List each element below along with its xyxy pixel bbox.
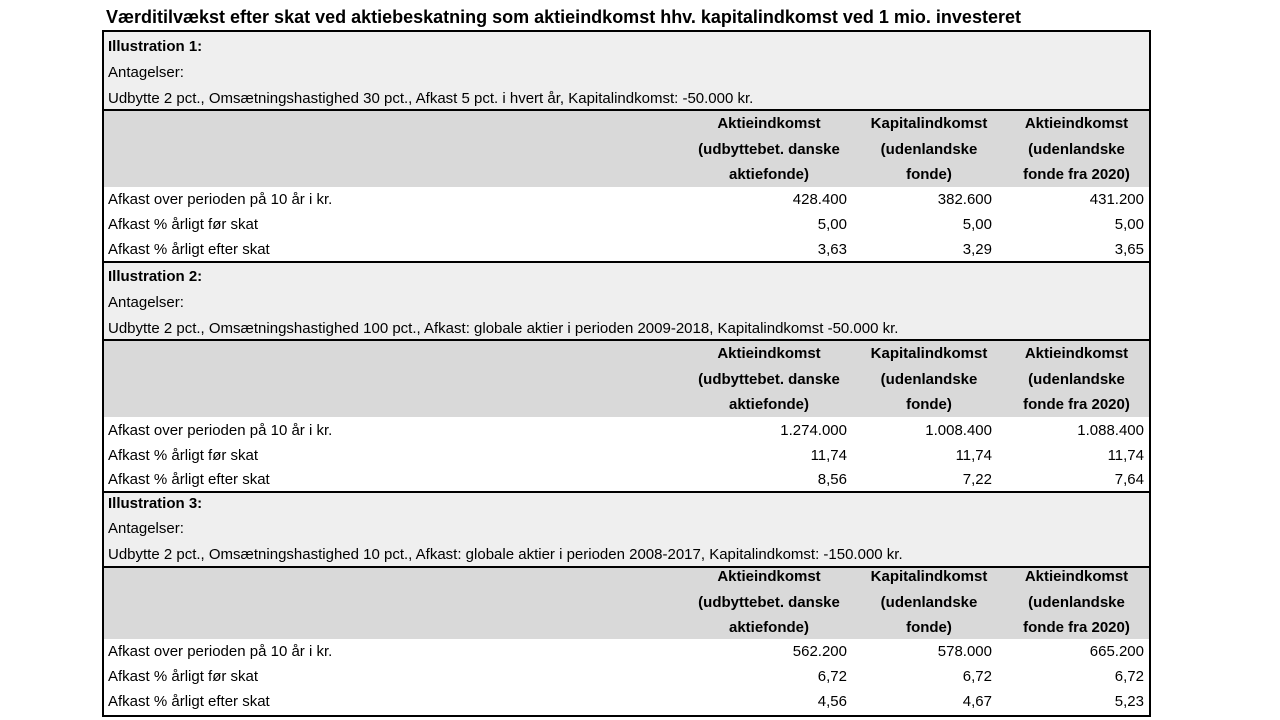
column-header-aktieindkomst-udenlandske: Aktieindkomst (udenlandske fonde fra 2020) [1023, 115, 1130, 183]
column-header-aktieindkomst-danske: Aktieindkomst (udbyttebet. danske aktiefonde) [698, 115, 840, 183]
illustration-2-assumptions-label: Antagelser: [108, 294, 184, 311]
column-header-aktieindkomst-danske: Aktieindkomst (udbyttebet. danske aktiefonde) [698, 345, 840, 413]
table-row: Afkast % årligt efter skat 8,56 7,22 7,64 [108, 471, 1144, 488]
column-header-kapitalindkomst: Kapitalindkomst (udenlandske fonde) [870, 115, 988, 183]
table-row: Afkast % årligt før skat 5,00 5,00 5,00 [108, 216, 1144, 233]
illustration-3 [104, 493, 1149, 715]
page-title: Værditilvækst efter skat ved aktiebeskatning som aktieindkomst hhv. kapitalindkomst ved 1 mio. investeret [106, 7, 1021, 27]
table-row: Afkast over perioden på 10 år i kr. 428.400 382.600 431.200 [108, 191, 1144, 208]
column-header-aktieindkomst-danske: Aktieindkomst (udbyttebet. danske aktiefonde) [698, 568, 840, 636]
illustration-3-assumptions-label: Antagelser: [108, 520, 184, 537]
illustration-1-assumptions-label: Antagelser: [108, 64, 184, 81]
column-header-kapitalindkomst: Kapitalindkomst (udenlandske fonde) [870, 345, 988, 413]
comparison-table [102, 30, 1151, 717]
table-row: Afkast % årligt før skat 11,74 11,74 11,74 [108, 447, 1144, 464]
illustration-3-assumptions: Udbytte 2 pct., Omsætningshastighed 10 pct., Afkast: globale aktier i perioden 2008-2017, Kapitalindkomst: -150.000 kr. [108, 546, 903, 563]
illustration-2-heading: Illustration 2: [108, 268, 203, 285]
illustration-1-assumptions: Udbytte 2 pct., Omsætningshastighed 30 pct., Afkast 5 pct. i hvert år, Kapitalindkomst: -50.000 kr. [108, 90, 754, 107]
table-row: Afkast over perioden på 10 år i kr. 562.200 578.000 665.200 [108, 643, 1144, 660]
column-header-aktieindkomst-udenlandske: Aktieindkomst (udenlandske fonde fra 2020) [1023, 568, 1130, 636]
table-row: Afkast % årligt efter skat 3,63 3,29 3,65 [108, 241, 1144, 258]
illustration-1 [104, 32, 1149, 262]
illustration-2 [104, 263, 1149, 492]
table-row: Afkast % årligt efter skat 4,56 4,67 5,23 [108, 693, 1144, 710]
table-row: Afkast % årligt før skat 6,72 6,72 6,72 [108, 668, 1144, 685]
illustration-3-heading: Illustration 3: [108, 495, 203, 512]
illustration-2-assumptions: Udbytte 2 pct., Omsætningshastighed 100 pct., Afkast: globale aktier i perioden 2009-2018, Kapitalindkomst -50.000 kr. [108, 320, 899, 337]
illustration-1-heading: Illustration 1: [108, 38, 203, 55]
column-header-kapitalindkomst: Kapitalindkomst (udenlandske fonde) [870, 568, 988, 636]
table-row: Afkast over perioden på 10 år i kr. 1.274.000 1.008.400 1.088.400 [108, 422, 1144, 439]
column-header-aktieindkomst-udenlandske: Aktieindkomst (udenlandske fonde fra 2020) [1023, 345, 1130, 413]
